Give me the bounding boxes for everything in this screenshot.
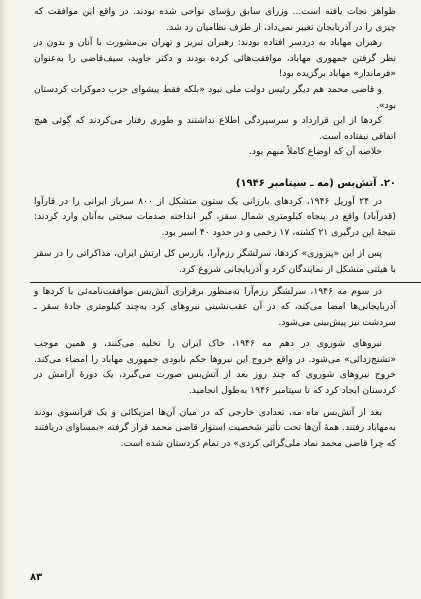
paragraph: خلاصه آن که اوضاع کاملاً مبهم بود. (248, 146, 382, 158)
paragraph: پس از این «پیروزی» کردها، سرلشگر رزم‌آرا، بازرس کل ارتش ایران، مذاکراتی را در سقز با هیئتی متشکل از نمایندگان کرد و آذربایجانی شروع کرد. (34, 248, 396, 275)
paragraph: بعد از آتش‌بس ماه مه، تعدادی خارجی که در میان آن‌ها امریکائی و یک فرانسوی بودند به‌مهاباد رفتند. همهٔ آن‌ها تحت تأثیر شخصیت استوار قاضی محمد قرار گرفته «بمساوای دریافتند که چرا قاضی محمد نماد ملی‌گرائی کردی» در تمام کردستان شده است. (34, 406, 396, 449)
paragraph: نیروهای شوروی در دهم مه ۱۹۴۶، خاک ایران را تخلیه می‌کنند، و همین موجب «تشنج‌زدائی» می‌شود. در واقع خروج این نیروها حکم نابودی جمهوری مهاباد را امضاء می‌کند. خروج نیروهای شوروی که چند روز بعد از آتش‌بس صورت می‌گیرد، یک دورهٔ آرامش در کردستان ایجاد کرد که تا سپتامبر ۱۹۴۶ به‌طول انجامید. (34, 338, 396, 397)
paragraph: ظواهر نجات یافته است... وزرای سابق رؤسای نواحی شده بودند. در واقع این موافقت که چیزی را در آذربایجان تغییر نمی‌داد، از طرف نظامیان رد شد. (34, 6, 396, 33)
paragraph: و قاضی محمد هم دیگر رئیس دولت ملی نبود «بلکه فقط پیشوای حزب دموکرات کردستان بود». (34, 83, 396, 111)
section-heading: ۲۰. آتش‌بس (مه ـ سپتامبر ۱۹۴۶) (235, 177, 396, 189)
paragraph: در ۲۴ آوریل ۱۹۴۶، کردهای بارزانی یک ستون متشکل از ۸۰۰ سرباز ایرانی را در قارآوا (قدرآباد) واقع در پنجاه کیلومتری شمال سقز، گیر انداخته صدمات سختی به‌آنان وارد کردند: نتیجهٔ این درگیری ۲۱ کشته، ۱۷ زخمی و در حدود ۴۰ اسیر بود. (34, 195, 396, 238)
page-number: ۸۳ (30, 572, 43, 583)
paragraph: رهبران مهاباد به دردسر افتاده بودند: رهبران تبریز و تهران بی‌مشورت با آنان و بدون در نظر گرفتن جمهوری مهاباد، موافقت‌هائی کرده بودند و دکتر جاوید، سیف‌قاضی را به‌عنوان «فرماندار» مهاباد برگزیده بود! (34, 37, 396, 80)
page-binding-shadow (0, 0, 6, 599)
paragraph: کردها از این قرارداد و سرسپردگی اطلاع نداشتند و طوری رفتار می‌کردند که گوئی هیچ اتفاقی نیفتاده است. (34, 115, 396, 142)
strikethrough-line (30, 282, 421, 283)
paragraph: در سوم مه ۱۹۴۶، سرلشگر رزم‌آرا به‌منظور برقراری آتش‌بس موافقت‌نامه‌ئی با کردها و آذربایجانی‌ها امضا می‌کند، که در آن عقب‌نشینی نیروهای کرد به‌چند کیلومتری جادهٔ سقز ـ سردشت نیز پیش‌بینی می‌شود. (34, 285, 396, 328)
page-body-text (34, 4, 396, 451)
